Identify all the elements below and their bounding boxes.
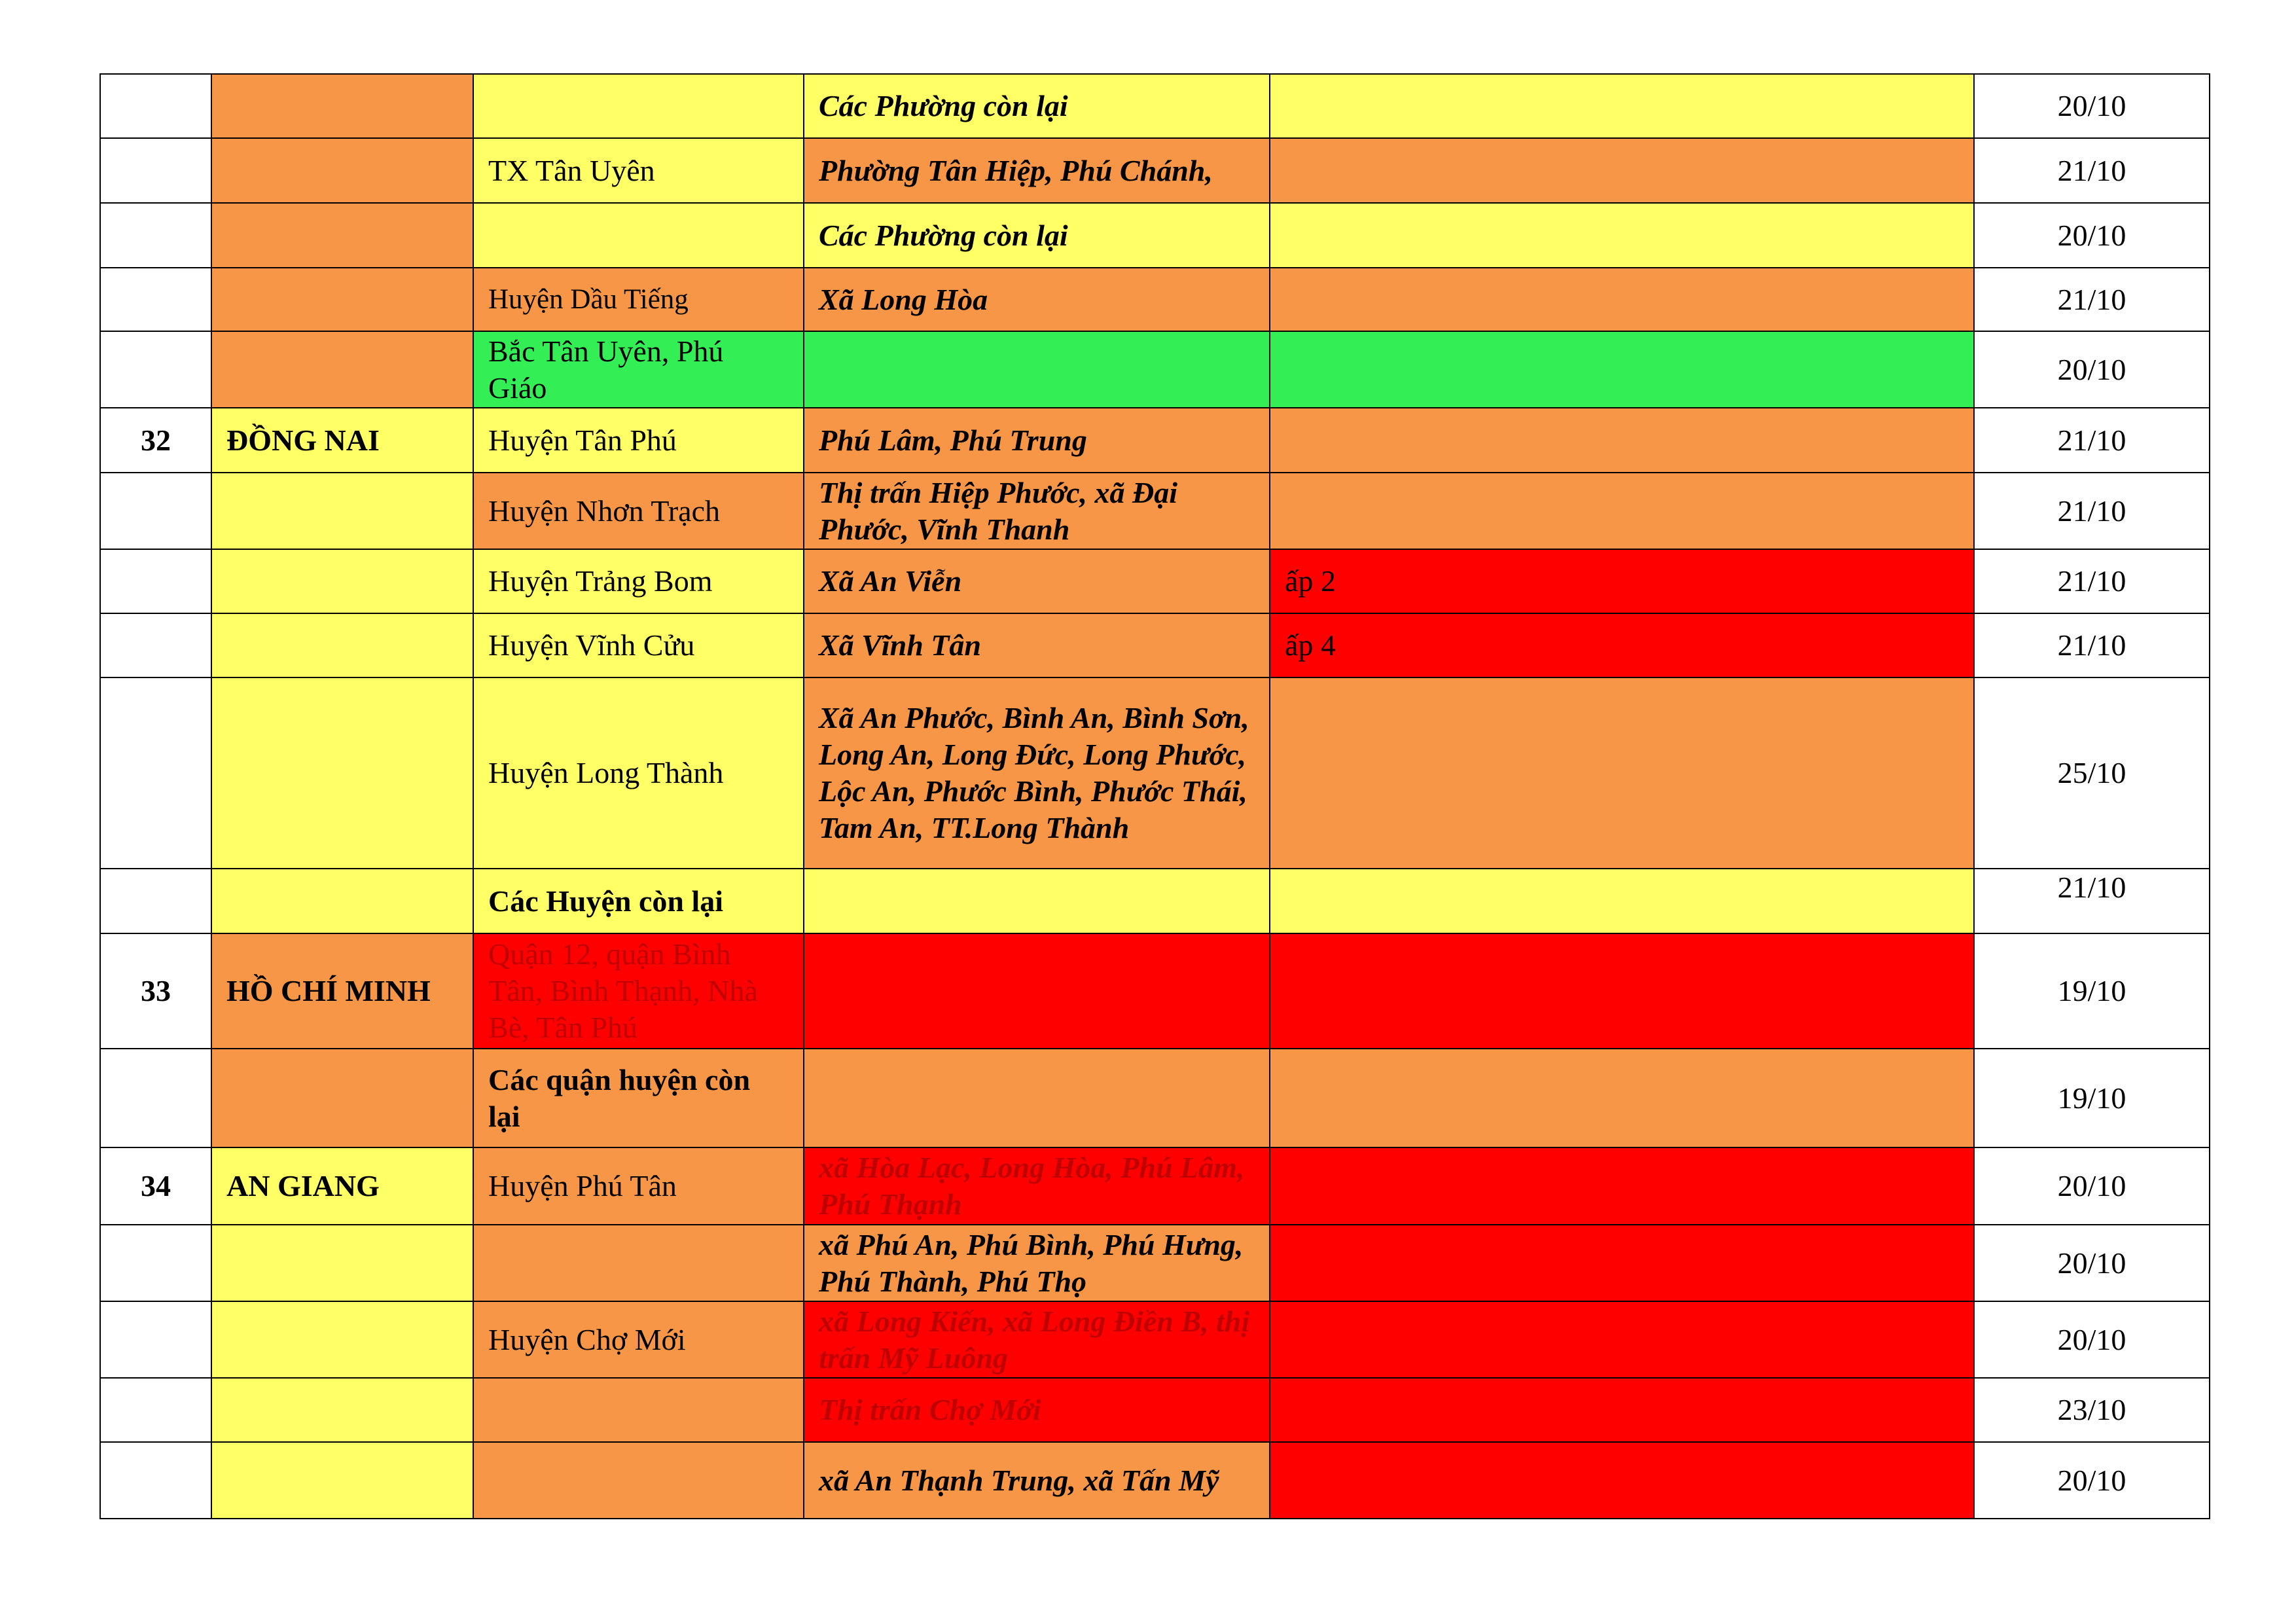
stt-cell xyxy=(100,203,211,268)
province-cell: AN GIANG xyxy=(211,1147,473,1225)
date-cell: 19/10 xyxy=(1974,933,2210,1049)
area-cell: Xã An Phước, Bình An, Bình Sơn, Long An, Long Đức, Long Phước, Lộc An, Phước Bình, Phước Thái, Tam An, TT.Long Thành xyxy=(804,677,1270,869)
province-cell xyxy=(211,331,473,408)
province-cell xyxy=(211,1301,473,1378)
stt-cell xyxy=(100,1442,211,1519)
province-cell xyxy=(211,1442,473,1519)
date-cell: 20/10 xyxy=(1974,1147,2210,1225)
area-cell: xã Long Kiến, xã Long Điền B, thị trấn Mỹ Luông xyxy=(804,1301,1270,1378)
table-row xyxy=(100,138,2210,203)
hamlet-cell: ấp 4 xyxy=(1270,613,1974,677)
province-cell xyxy=(211,473,473,549)
hamlet-cell xyxy=(1270,1147,1974,1225)
table-row xyxy=(100,1442,2210,1519)
area-cell: Thị trấn Hiệp Phước, xã Đại Phước, Vĩnh Thanh xyxy=(804,473,1270,549)
stt-cell xyxy=(100,473,211,549)
stt-cell xyxy=(100,613,211,677)
date-cell: 23/10 xyxy=(1974,1378,2210,1442)
date-cell: 25/10 xyxy=(1974,677,2210,869)
province-cell xyxy=(211,1378,473,1442)
area-cell: Phường Tân Hiệp, Phú Chánh, xyxy=(804,138,1270,203)
district-cell: Các quận huyện còn lại xyxy=(473,1049,804,1147)
hamlet-cell xyxy=(1270,677,1974,869)
province-cell xyxy=(211,268,473,331)
date-cell: 21/10 xyxy=(1974,549,2210,613)
date-cell: 21/10 xyxy=(1974,268,2210,331)
province-cell xyxy=(211,138,473,203)
district-cell xyxy=(473,74,804,138)
hamlet-cell xyxy=(1270,408,1974,473)
district-cell: Huyện Long Thành xyxy=(473,677,804,869)
district-cell xyxy=(473,1378,804,1442)
table-row xyxy=(100,331,2210,408)
stt-cell xyxy=(100,268,211,331)
table-row xyxy=(100,613,2210,677)
date-cell: 21/10 xyxy=(1974,473,2210,549)
area-cell: Các Phường còn lại xyxy=(804,74,1270,138)
date-cell: 20/10 xyxy=(1974,1225,2210,1301)
district-cell: Huyện Tân Phú xyxy=(473,408,804,473)
hamlet-cell xyxy=(1270,138,1974,203)
district-cell: Quận 12, quận Bình Tân, Bình Thạnh, Nhà Bè, Tân Phú xyxy=(473,933,804,1049)
district-cell: Huyện Nhơn Trạch xyxy=(473,473,804,549)
table-row xyxy=(100,408,2210,473)
table-row xyxy=(100,1049,2210,1147)
province-cell xyxy=(211,1049,473,1147)
hamlet-cell xyxy=(1270,1049,1974,1147)
stt-cell xyxy=(100,549,211,613)
date-cell: 20/10 xyxy=(1974,331,2210,408)
stt-cell xyxy=(100,1378,211,1442)
province-cell xyxy=(211,613,473,677)
hamlet-cell: ấp 2 xyxy=(1270,549,1974,613)
area-cell xyxy=(804,933,1270,1049)
stt-cell xyxy=(100,138,211,203)
district-cell: Huyện Chợ Mới xyxy=(473,1301,804,1378)
hamlet-cell xyxy=(1270,1378,1974,1442)
stt-cell: 34 xyxy=(100,1147,211,1225)
area-cell: xã Hòa Lạc, Long Hòa, Phú Lâm, Phú Thạnh xyxy=(804,1147,1270,1225)
province-cell xyxy=(211,869,473,933)
stt-cell xyxy=(100,1049,211,1147)
hamlet-cell xyxy=(1270,473,1974,549)
area-cell xyxy=(804,1049,1270,1147)
district-cell: Bắc Tân Uyên, Phú Giáo xyxy=(473,331,804,408)
date-cell: 20/10 xyxy=(1974,203,2210,268)
province-cell xyxy=(211,203,473,268)
area-cell: Xã An Viễn xyxy=(804,549,1270,613)
area-cell: Xã Vĩnh Tân xyxy=(804,613,1270,677)
table-row xyxy=(100,1301,2210,1378)
district-cell: Huyện Vĩnh Cửu xyxy=(473,613,804,677)
district-cell: Huyện Phú Tân xyxy=(473,1147,804,1225)
district-cell xyxy=(473,1442,804,1519)
hamlet-cell xyxy=(1270,268,1974,331)
district-cell xyxy=(473,203,804,268)
area-cell: Các Phường còn lại xyxy=(804,203,1270,268)
date-cell: 19/10 xyxy=(1974,1049,2210,1147)
stt-cell xyxy=(100,1301,211,1378)
area-cell: Xã Long Hòa xyxy=(804,268,1270,331)
district-cell: TX Tân Uyên xyxy=(473,138,804,203)
table-row xyxy=(100,1378,2210,1442)
province-cell xyxy=(211,549,473,613)
stt-cell xyxy=(100,869,211,933)
province-cell: ĐỒNG NAI xyxy=(211,408,473,473)
hamlet-cell xyxy=(1270,74,1974,138)
area-cell: xã An Thạnh Trung, xã Tấn Mỹ xyxy=(804,1442,1270,1519)
stt-cell: 32 xyxy=(100,408,211,473)
table-row xyxy=(100,549,2210,613)
stt-cell xyxy=(100,331,211,408)
table-row xyxy=(100,1147,2210,1225)
table-row xyxy=(100,869,2210,933)
hamlet-cell xyxy=(1270,869,1974,933)
hamlet-cell xyxy=(1270,331,1974,408)
district-cell xyxy=(473,1225,804,1301)
hamlet-cell xyxy=(1270,1225,1974,1301)
hamlet-cell xyxy=(1270,203,1974,268)
date-cell: 20/10 xyxy=(1974,1301,2210,1378)
district-cell: Huyện Dầu Tiếng xyxy=(473,268,804,331)
area-cell xyxy=(804,869,1270,933)
table-row xyxy=(100,1225,2210,1301)
date-cell: 21/10 xyxy=(1974,613,2210,677)
stt-cell xyxy=(100,677,211,869)
province-cell xyxy=(211,677,473,869)
zone-table xyxy=(99,73,2210,1519)
stt-cell xyxy=(100,74,211,138)
area-cell: Phú Lâm, Phú Trung xyxy=(804,408,1270,473)
date-cell: 20/10 xyxy=(1974,74,2210,138)
area-cell: Thị trấn Chợ Mới xyxy=(804,1378,1270,1442)
table-row xyxy=(100,268,2210,331)
table-row xyxy=(100,933,2210,1049)
hamlet-cell xyxy=(1270,933,1974,1049)
province-cell: HỒ CHÍ MINH xyxy=(211,933,473,1049)
province-cell xyxy=(211,1225,473,1301)
area-cell: xã Phú An, Phú Bình, Phú Hưng, Phú Thành, Phú Thọ xyxy=(804,1225,1270,1301)
district-cell: Các Huyện còn lại xyxy=(473,869,804,933)
date-cell: 20/10 xyxy=(1974,1442,2210,1519)
table-row xyxy=(100,473,2210,549)
table-row xyxy=(100,74,2210,138)
date-cell: 21/10 xyxy=(1974,408,2210,473)
district-cell: Huyện Trảng Bom xyxy=(473,549,804,613)
province-cell xyxy=(211,74,473,138)
date-cell: 21/10 xyxy=(1974,138,2210,203)
date-cell: 21/10 xyxy=(1974,869,2210,933)
stt-cell: 33 xyxy=(100,933,211,1049)
stt-cell xyxy=(100,1225,211,1301)
hamlet-cell xyxy=(1270,1442,1974,1519)
hamlet-cell xyxy=(1270,1301,1974,1378)
table-row xyxy=(100,203,2210,268)
area-cell xyxy=(804,331,1270,408)
table-row xyxy=(100,677,2210,869)
